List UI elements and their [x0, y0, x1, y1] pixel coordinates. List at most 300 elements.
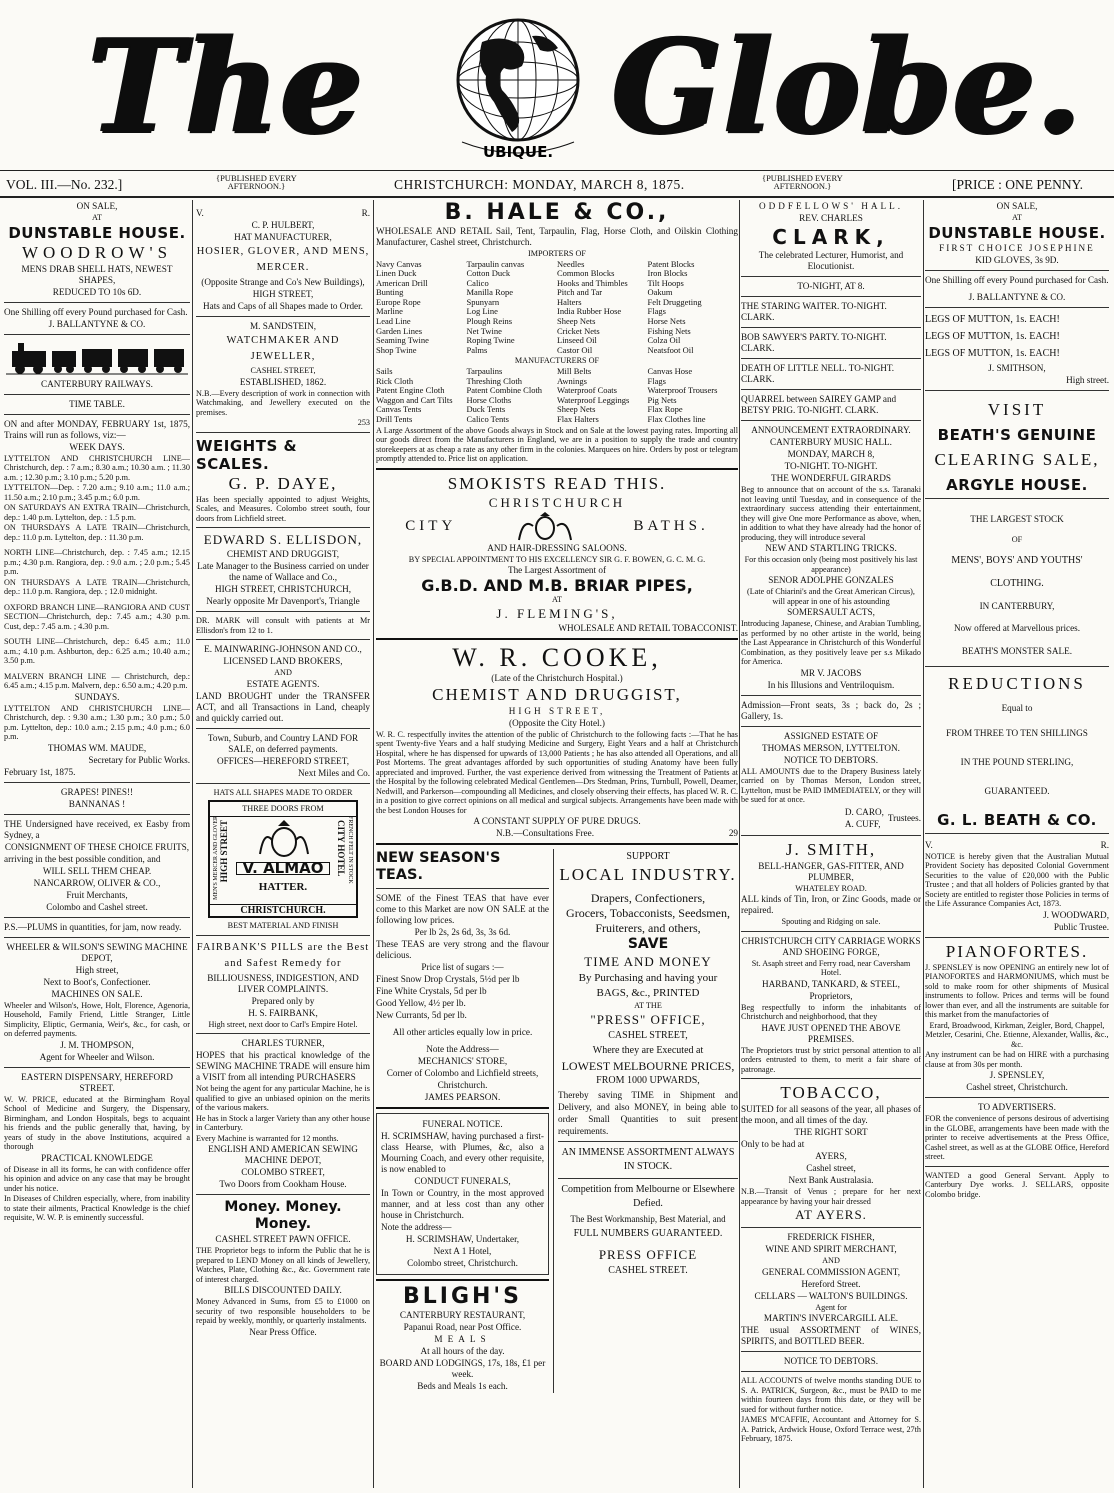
ad-headline: NEW SEASON'S TEAS.: [376, 850, 501, 883]
goods-item: Horse Nets: [647, 316, 686, 327]
divider: [741, 296, 921, 297]
ad-headline: BLIGH'S: [402, 1284, 523, 1309]
ad-signature: J. BALLANTYNE & CO.: [48, 318, 146, 329]
ad-text: LAND BROUGHT under the TRANSFER ACT, and all Transactions in Land, cheaply and quickly carried out.: [196, 690, 370, 723]
ad-text: BAGS, &c., PRINTED: [596, 987, 700, 999]
goods-item: Pitch and Tar: [557, 287, 603, 298]
ad-text: Admission—Front seats, 3s ; back do, 2s ; Gallery, 1s.: [741, 699, 921, 721]
goods-item: Cotton Duck: [466, 268, 511, 279]
divider: [4, 1067, 190, 1068]
goods-item: India Rubber Hose: [557, 306, 622, 317]
divider: [741, 695, 921, 696]
ad-text: HIGH STREET,: [508, 705, 606, 716]
ad-text: BOARD AND LODGINGS, 17s, 18s, £1 per week.: [379, 1358, 546, 1379]
ad-text: ESTABLISHED, 1862.: [239, 376, 327, 387]
ad-headline: WHEELER & WILSON'S SEWING MACHINE DEPOT,: [6, 941, 188, 963]
divider: [4, 937, 190, 938]
goods-item: Waterproof Trousers: [647, 385, 718, 396]
ad-text: CANTERBURY MUSIC HALL.: [770, 437, 892, 447]
ad-text: Agent for Wheeler and Wilson.: [39, 1051, 155, 1062]
goods-item: Threshing Cloth: [466, 375, 522, 386]
ad-text: FOR the convenience of persons desirous of advertising in the GLOBE, arrangements have been made with the printer to receive advertisements at the Press Office, Cashel street, as well as at the GLOBE Office, Hereford street.: [925, 1114, 1109, 1161]
ad-text: Price list of sugars :—: [421, 962, 504, 972]
goods-column: [648, 260, 739, 356]
goods-item: Garden Lines: [376, 325, 423, 336]
goods-item: Manilla Rope: [466, 287, 514, 298]
ad-text: St. Asaph street and Ferry road, near Caversham Hotel.: [751, 958, 911, 977]
goods-item: Waggon and Cart Tilts: [376, 394, 453, 405]
divider: [925, 1097, 1109, 1098]
ad-text: Fruiterers, and others,: [595, 921, 701, 935]
ad-text: Fruit Merchants,: [66, 889, 128, 900]
ad-text: Public Trustee.: [1053, 921, 1109, 932]
ad-text: J. SPENSLEY is now OPENING an entirely new lot of PIANOFORTES and HARMONIUMS, which must be sold to make room for other shipments of Musical instruments to follow. Prices and terms will be found lower than ever, and all the instruments are suitable for this market from the manufactories of: [925, 962, 1109, 1019]
ad-signature: A. CUFF,: [844, 818, 881, 829]
ad-number: 253: [357, 418, 370, 427]
divider: [376, 888, 549, 889]
divider: [196, 728, 370, 729]
goods-item: Needles: [557, 258, 585, 269]
goods-item: Sheep Nets: [557, 316, 596, 327]
goods-column: [557, 367, 648, 425]
ad-text: February 1st, 1875.: [4, 766, 76, 777]
ad-text: COLOMBO STREET,: [241, 1167, 325, 1177]
ad-text: HAT MANUFACTURER,: [234, 232, 332, 242]
ad-text: Next A 1 Hotel,: [433, 1246, 492, 1256]
issue-date: CHRISTCHURCH: MONDAY, MARCH 8, 1875.: [394, 177, 685, 192]
goods-column: [557, 260, 648, 356]
ad-signature: M. SANDSTEIN,: [249, 321, 317, 331]
ad-text: One Shilling off every Pound purchased for Cash.: [4, 306, 188, 317]
goods-item: Fishing Nets: [647, 325, 691, 336]
goods-item: Waterproof Coats: [557, 385, 617, 396]
ad-text: CONDUCT FUNERALS,: [414, 1176, 511, 1186]
ad-text: Christchurch.: [437, 1080, 488, 1090]
divider: [925, 937, 1109, 938]
divider: [925, 307, 1109, 308]
ad-text: One Shilling off every Pound purchased for Cash.: [925, 274, 1109, 285]
divider: [741, 1351, 921, 1352]
goods-item: Bunting: [376, 287, 404, 298]
goods-item: Cricket Nets: [557, 325, 600, 336]
ad-text: CELLARS — WALTON'S BUILDINGS.: [754, 1290, 908, 1301]
ad-text: NOTICE is hereby given that the Australian Mutual Provident Society has deposited Colonial Government Securities to the value of £20,000 with the Public Trustee ; and that all holders of Policies granted by that Society are entitled to register those Policies in terms of the Life Assurance Companies Act, 1873.: [925, 851, 1109, 908]
timetable-entry: NORTH LINE—Christchurch, dep. : 7.45 a.m.; 12.15 p.m.; 4.30 p.m. Rangiora, dep. : 9.0 a.m. ; 2.0 p.m.; 5.45 p.m.: [4, 548, 190, 576]
ad-text: BY SPECIAL APPOINTMENT TO HIS EXCELLENCY SIR G. F. BOWEN, G. C. M. G.: [408, 554, 706, 564]
ad-headline: J. FLEMING'S,: [496, 605, 618, 621]
ad-text: THE LARGEST STOCK: [970, 513, 1064, 524]
goods-item: Canvas Hose: [647, 365, 693, 376]
ad-text: BELL-HANGER, GAS-FITTER, AND PLUMBER,: [758, 860, 904, 882]
ad-text: SUITED for all seasons of the year, all phases of the moon, and all times of the day.: [741, 1104, 921, 1125]
ad-text: CASHEL STREET,: [250, 366, 316, 375]
ad-text: HOPES that his practical knowledge of the SEWING MACHINE TRADE will ensure him a VISIT from all intending PURCHASERS: [196, 1050, 370, 1082]
ad-headline: CHEMIST AND DRUGGIST,: [432, 684, 682, 704]
goods-item: Flax Clothes line: [647, 413, 706, 424]
ad-text: AND: [822, 1256, 840, 1265]
ad-text: Hats and Caps of all Shapes made to Order.: [203, 301, 363, 311]
ad-text: CASHEL STREET.: [608, 1264, 688, 1276]
ad-text: REV. CHARLES: [799, 213, 863, 223]
divider: [196, 639, 370, 640]
ad-text: WANTED a good General Servant. Apply to Canterbury Dye works. J. SELLARS, opposite Colombo bridge.: [925, 1170, 1109, 1199]
ad-text: NOTICE TO DEBTORS.: [783, 754, 879, 765]
ad-text: WHOLESALE AND RETAIL Sail, Tent, Tarpaulin, Flag, Horse Cloth, and Oilskin Clothing Manufacturer, Cashel street, Christchurch.: [376, 226, 738, 247]
ad-signature: AYERS,: [815, 1151, 847, 1161]
divider: [925, 390, 1109, 391]
ad-text: Colombo street, Christchurch.: [407, 1258, 518, 1268]
ad-text: Next Bank Australasia.: [788, 1175, 874, 1185]
goods-item: Roping Twine: [466, 335, 515, 346]
ad-text: LOWEST MELBOURNE PRICES,: [561, 1058, 735, 1073]
ad-text: Secretary for Public Works.: [88, 754, 190, 765]
divider: [196, 527, 370, 528]
ad-text: The Largest Assortment of: [507, 565, 607, 575]
ad-text: TIME TABLE.: [69, 398, 125, 409]
timetable-entry: LYTTELTON AND CHRISTCHURCH LINE—Christchurch, dep. : 7 a.m.; 8.30 a.m.; 10.30 a.m. ; 11.30 a.m. ; 12.30 p.m.; 3.10 p.m.; 5.20 p.m.: [4, 453, 190, 482]
ad-text: CASHEL STREET,: [608, 1029, 688, 1041]
ad-text: THE Proprietor begs to inform the Public that he is prepared to LEND Money on all kinds of Jewellery, Watches, Plate, Clothing &c., &c. Government rate of interest charged.: [196, 1246, 370, 1284]
ad-text: HIGH STREET,: [252, 289, 314, 299]
ad-text: FIRST CHOICE JOSEPHINE: [939, 242, 1095, 253]
ad-text: Next to Boot's, Confectioner.: [43, 976, 151, 987]
goods-item: Lead Line: [376, 316, 411, 327]
ad-text: FROM THREE TO TEN SHILLINGS: [946, 727, 1088, 738]
ad-text: CASHEL STREET PAWN OFFICE.: [215, 1234, 351, 1244]
ad-text: MENS', BOYS' AND YOUTHS': [951, 554, 1083, 566]
divider: [741, 1227, 921, 1228]
divider: [196, 432, 370, 433]
ad-text: Note the Address—: [426, 1044, 499, 1054]
ad-text: Erard, Broadwood, Kirkman, Zeigler, Bord, Chappel, Metzler, Cesarini, Che. Etienne, Alexander, Wallis, &c., &c.: [925, 1020, 1109, 1049]
ad-text: NEW AND STARTLING TRICKS.: [765, 543, 897, 553]
ad-text: HIGH STREET: [219, 820, 229, 883]
ad-headline: HOSIER, GLOVER, AND MENS, MERCER.: [196, 246, 370, 273]
ad-headline: EASTERN DISPENSARY, HEREFORD STREET.: [21, 1071, 173, 1093]
ad-text: Two Doors from Cookham House.: [219, 1179, 347, 1189]
ad-text: WILL SELL THEM CHEAP.: [42, 865, 152, 876]
goods-item: Navy Canvas: [376, 258, 422, 269]
column-4: [741, 200, 921, 1490]
divider: [4, 334, 190, 335]
ad-text: Cashel street,: [806, 1163, 856, 1173]
goods-item: Horse Cloths: [466, 394, 512, 405]
ad-text: DR. MARK will consult with patients at Mr Ellisdon's from 12 to 1.: [196, 616, 370, 635]
goods-column: [467, 367, 558, 425]
divider: [4, 394, 190, 395]
goods-item: Patent Engine Cloth: [376, 385, 445, 396]
column-1: [4, 200, 190, 1490]
ad-text: ASSIGNED ESTATE OF: [783, 730, 879, 741]
ad-text: MACHINES ON SALE.: [51, 988, 143, 999]
divider: [4, 917, 190, 918]
divider: [741, 420, 921, 421]
ad-text: PRACTICAL KNOWLEDGE: [41, 1152, 153, 1163]
goods-column: [376, 367, 467, 425]
ad-text: LEGS OF MUTTON, 1s. EACH!: [925, 313, 1060, 325]
ad-text: ENGLISH AND AMERICAN SEWING MACHINE DEPOT,: [208, 1144, 358, 1165]
ad-text: A CONSTANT SUPPLY OF PURE DRUGS.: [473, 816, 641, 826]
ad-headline: PIANOFORTES.: [945, 941, 1089, 961]
ad-text: Every Machine is warranted for 12 months.: [196, 1133, 339, 1143]
ad-text: SUNDAYS.: [74, 691, 120, 702]
divider: [741, 1371, 921, 1372]
ad-text: THREE DOORS FROM: [210, 802, 356, 817]
ad-text: WHOLESALE AND RETAIL TOBACCONIST.: [558, 622, 738, 633]
timetable-entry: OXFORD BRANCH LINE—RANGIORA AND CUST SECTION—Christchurch, dep.: 7.45 a.m.; 4.30 p.m. Cust, dep.: 7.45 a.m. ; 4.30 p.m.: [4, 602, 190, 631]
ad-text: Money Advanced in Sums, from £5 to £1000 on security of two responsible householders to be repaid by weekly, monthly, or quarterly instalments.: [196, 1297, 370, 1325]
goods-list: [376, 260, 738, 356]
ad-text: CITY HOTEL: [336, 820, 346, 877]
ad-signature: H. SCRIMSHAW, Undertaker,: [405, 1234, 520, 1244]
ad-text: BEATH'S MONSTER SALE.: [961, 645, 1073, 656]
publication-note-left: {PUBLISHED EVERY AFTERNOON.}: [216, 173, 297, 191]
ad-text: CHRISTCHURCH.: [210, 904, 356, 916]
ad-headline: CLARK,: [772, 225, 890, 249]
goods-item: Flax Rope: [647, 404, 683, 415]
ad-headline: TO ADVERTISERS.: [978, 1102, 1056, 1112]
ad-text: HAVE JUST OPENED THE ABOVE PREMISES.: [761, 1022, 901, 1044]
divider: [741, 276, 921, 277]
goods-item: Castor Oil: [557, 344, 593, 355]
column-rule: [923, 200, 924, 1488]
goods-item: Hooks and Thimbles: [557, 277, 628, 288]
ad-text: Next Miles and Co.: [298, 767, 370, 778]
goods-item: Oakum: [647, 287, 673, 298]
royal-crest-icon: [515, 512, 575, 542]
masthead: [0, 0, 1114, 168]
ad-headline: AT AYERS.: [795, 1207, 867, 1222]
ad-text: Colombo and Cashel street.: [46, 901, 148, 912]
masthead-title-left: The: [88, 12, 364, 162]
ad-text: SUPPORT: [626, 851, 670, 862]
ad-text: AND HAIR-DRESSING SALOONS.: [487, 542, 627, 553]
ad-text: WHATELEY ROAD.: [795, 883, 867, 893]
ad-text: High street,: [75, 964, 119, 975]
ad-text: FROM 1000 UPWARDS,: [596, 1074, 700, 1086]
ad-text: V.: [925, 839, 933, 850]
ad-text: (Late of Chiarini's and the Great American Circus), will appear in one of his astounding: [747, 587, 915, 606]
ad-headline: CITY: [405, 518, 457, 534]
goods-item: Neatsfoot Oil: [647, 344, 694, 355]
goods-item: Sheep Nets: [557, 404, 596, 415]
goods-item: Patent Blocks: [647, 258, 695, 269]
ad-text: N.B.—Transit of Venus ; prepare for her next appearance by having your hair dressed: [741, 1187, 921, 1206]
ad-text: Prepared only by: [251, 995, 315, 1006]
ad-text: A Large Assortment of the above Goods always in Stock and on Sale at the lowest paying rates. Importing all our goods direct from the Manufacturers in England, we are in a position to supply the trade and country storekeepers at as cheap a rate as any other firm in the colonies. Marquees on hire. Orders by post or telegram promptly attended to. Price list on application.: [376, 425, 738, 463]
ad-text: AN IMMENSE ASSORTMENT ALWAYS IN STOCK.: [561, 1146, 735, 1172]
ad-text: V.: [196, 208, 204, 218]
ad-text: MONDAY, MARCH 8,: [787, 449, 875, 459]
goods-column: [376, 260, 467, 356]
divider: [376, 1279, 549, 1281]
goods-item: Canvas Tents: [376, 404, 422, 415]
ad-headline: REDUCTIONS: [948, 673, 1086, 693]
ad-text: MARTIN'S INVERCARGILL ALE.: [763, 1313, 899, 1323]
masthead-title-right: Globe.: [612, 12, 1083, 162]
ad-signature: NANCARROW, OLIVER & CO.,: [33, 877, 161, 888]
goods-item: Marline: [376, 306, 403, 317]
goods-item: Net Twine: [466, 325, 502, 336]
ad-text: In Town or Country, in the most approved manner, and at less cost than any other house in Christchurch.: [381, 1188, 544, 1220]
ad-text: Beg to announce that on account of the s.s. Taranaki not leaving until Tuesday, and in consequence of the extraordinary success attending their entertainment, they will give One more Performance as above, when, in addition to what they have already had the honor of producing, they will introduce several: [741, 485, 921, 542]
goods-item: Tilt Hoops: [647, 277, 684, 288]
ad-signature: C. P. HULBERT,: [251, 220, 315, 230]
ad-signature: D. CARO,: [844, 806, 884, 817]
hatter-ad-frame: [208, 800, 358, 918]
ad-text: ALL kinds of Tin, Iron, or Zinc Goods, made or repaired.: [741, 894, 921, 915]
goods-item: Calico: [466, 277, 489, 288]
ad-text: (Opposite Strange and Co's New Buildings),: [201, 277, 365, 287]
divider: [4, 782, 190, 783]
divider: [558, 1141, 738, 1142]
ad-text: ALL ACCOUNTS of twelve months standing DUE to S. A. PATRICK, Surgeon, &c., must be PAID to me within fourteen days from this date, or they will be sued for without further notice.: [741, 1376, 921, 1414]
column-rule: [192, 200, 193, 1488]
ad-text: OFFICES—HEREFORD STREET,: [216, 755, 350, 766]
ad-text: AT: [1011, 213, 1022, 222]
goods-item: Patent Combine Cloth: [466, 385, 543, 396]
divider: [376, 638, 738, 640]
ad-headline: BEATH'S GENUINE: [937, 425, 1097, 444]
goods-item: Linen Duck: [376, 268, 417, 279]
ad-signature: H. S. FAIRBANK,: [248, 1007, 318, 1018]
goods-item: Sails: [376, 365, 393, 376]
ad-text: SENOR ADOLPHE GONZALES: [768, 575, 894, 585]
publication-note-right: {PUBLISHED EVERY AFTERNOON.}: [762, 173, 843, 191]
ad-text: Near Press Office.: [249, 1326, 317, 1337]
goods-item: Seaming Twine: [376, 335, 429, 346]
ad-text: TO-NIGHT, AT 8.: [797, 281, 865, 291]
ad-number: 29: [728, 828, 738, 838]
column-rule: [373, 200, 374, 1488]
divider: [4, 302, 190, 303]
ad-text: MENS DRAB SHELL HATS, NEWEST SHAPES,: [21, 263, 173, 285]
ad-text: QUARREL between SAIREY GAMP and BETSY PRIG. TO-NIGHT. CLARK.: [741, 394, 897, 415]
goods-item: Flags: [647, 306, 666, 317]
ad-text: HATS ALL SHAPES MADE TO ORDER: [213, 787, 353, 797]
ad-headline: SAVE: [627, 936, 669, 952]
ad-text: Hereford Street.: [801, 1278, 861, 1289]
ad-headline: WOODROW'S: [21, 242, 173, 262]
divider: [376, 843, 738, 845]
ad-headline: BANNANAS !: [68, 798, 126, 809]
ad-signature: J. SPENSLEY,: [989, 1070, 1045, 1080]
ad-text: Spouting and Ridging on sale.: [781, 917, 881, 926]
ad-text: ON and after MONDAY, FEBRUARY 1st, 1875, Trains will run as follows, viz:—: [4, 418, 190, 440]
divider: [196, 1194, 370, 1195]
ad-text: Late Manager to the Business carried on under the name of Wallace and Co.,: [197, 561, 369, 582]
goods-item: Halters: [557, 296, 582, 307]
timetable-entry: LYTTELTON—Dep. : 7.20 a.m.; 9.10 a.m.; 11.0 a.m.; 11.50 a.m.; 2.10 p.m.; 3.45 p.m.; 6.0 p.m.: [4, 483, 190, 502]
ad-text: All other articles equally low in price.: [392, 1027, 533, 1037]
ad-text: SOME of the Finest TEAS that have ever come to this Market are now ON SALE at the following low prices.: [376, 893, 549, 925]
ad-text: THE RIGHT SORT: [794, 1127, 868, 1137]
divider: [741, 358, 921, 359]
ad-text: OF: [1011, 534, 1023, 544]
ad-text: MANUFACTURERS OF: [514, 356, 600, 366]
goods-item: Pig Nets: [647, 394, 677, 405]
ad-headline: TIME AND MONEY: [584, 954, 712, 969]
dateline: [0, 170, 1114, 198]
column-5: [925, 200, 1109, 1490]
ad-text: JAMES M'CAFFIE, Accountant and Attorney for S. A. Patrick, Ardwick House, Oxford Terrace west, 27th February, 1875.: [741, 1415, 921, 1443]
ad-text: In Diseases of Children especially, where, from inability to state their ailments, Practical Knowledge is the chief requisite, W. W. P. is eminently successful.: [4, 1194, 190, 1222]
ad-headline: TOBACCO,: [780, 1083, 882, 1102]
divider: [4, 414, 190, 415]
divider: [741, 1078, 921, 1079]
ad-text: BILLS DISCOUNTED DAILY.: [224, 1285, 342, 1295]
ad-text: Has been specially appointed to adjust Weights, Scales, and Measures. Colombo street south, four doors from Lichfield street.: [196, 494, 370, 523]
ad-headline: FAIRBANK'S PILLS are the Best and Safest Remedy for: [196, 941, 370, 969]
divider: [925, 833, 1109, 834]
divider: [741, 327, 921, 328]
ad-text: AT THE: [634, 1001, 662, 1010]
ad-text: AT: [91, 213, 102, 222]
goods-item: Duck Tents: [466, 404, 506, 415]
ad-text: Where they are Executed at: [592, 1044, 704, 1056]
ad-headline: B. HALE & CO.,: [444, 200, 670, 225]
ad-text: (Late of the Christchurch Hospital.): [491, 672, 623, 683]
divider: [925, 270, 1109, 271]
ad-text: These TEAS are very strong and the flavour delicious.: [376, 939, 549, 960]
divider: [741, 835, 921, 836]
goods-list: [376, 367, 738, 425]
ad-text: P.S.—PLUMS in quantities, for jam, now ready.: [4, 921, 182, 932]
ad-text: High street, next door to Carl's Empire Hotel.: [208, 1019, 358, 1029]
ad-text: MR V. JACOBS: [800, 667, 862, 678]
ad-signature: THOMAS WM. MAUDE,: [47, 742, 147, 753]
ad-text: By Purchasing and having your: [578, 972, 718, 984]
ad-text: LICENSED LAND BROKERS,: [223, 656, 343, 666]
ad-headline: W. R. COOKE,: [452, 642, 662, 672]
ad-headline: GRAPES! PINES!!: [60, 786, 134, 797]
ad-signature: CHARLES TURNER,: [241, 1038, 325, 1048]
ad-text: FULL NUMBERS GUARANTEED.: [573, 1227, 723, 1239]
ad-text: ON SALE,: [76, 201, 118, 211]
goods-item: Flax Halters: [557, 413, 599, 424]
ad-text: KID GLOVES, 3s 9D.: [975, 254, 1059, 265]
column-3: [376, 200, 738, 1490]
train-illustration: [4, 339, 190, 375]
ad-text: Competition from Melbourne or Elsewhere Defied.: [561, 1183, 735, 1209]
divider: [925, 666, 1109, 667]
ad-text: IN THE POUND STERLING,: [960, 756, 1074, 767]
ad-headline: "PRESS" OFFICE,: [590, 1011, 706, 1027]
ad-text: CONSIGNMENT OF THESE CHOICE FRUITS,: [4, 841, 190, 852]
ad-text: of Disease in all its forms, he can with confidence offer his opinion and advice on any case that may be brought under his notice.: [4, 1164, 190, 1193]
divider: [196, 935, 370, 936]
ad-text: Cashel street, Christchurch.: [966, 1082, 1068, 1092]
goods-column: [648, 367, 739, 425]
ad-text: THE STARING WAITER. TO-NIGHT. CLARK.: [741, 301, 887, 322]
ad-text: At all hours of the day.: [420, 1346, 505, 1356]
ad-text: Drapers, Confectioners,: [590, 891, 706, 905]
ad-text: NOTICE TO DEBTORS.: [783, 1356, 879, 1366]
ad-text: CANTERBURY RESTAURANT,: [399, 1310, 526, 1320]
ad-text: Good Yellow, 4½ per lb.: [376, 998, 466, 1008]
ad-text: LEGS OF MUTTON, 1s. EACH!: [925, 347, 1060, 359]
ad-text: H. SCRIMSHAW, having purchased a first-class Hearse, with Plumes, &c, also a Mourning Coach, and every other requisite, is now enabled to: [381, 1131, 544, 1174]
ad-text: W. R. C. respectfully invites the attention of the public of Christchurch to the following facts :—That he has spent Twenty-five Years and a half studying Medicine and Surgery, Eight Years and a half at Christchurch Hospital, where he has dispensed for upwards of 13,000 Patients ; he has also attended all Operations, and all Post Mortems. The great advantages afforded by such opportunities of studing Anatomy have been fully appreciated and improved. Further, the vast experience derived from witnessing the Treatment of Patients at the Hospital by the following celebrated Medical Gentlemen—Drs Stedman, Prins, Turnbull, Powell, Deamer, Nedwill, and Parkerson—compounding all Medicines, and closely observing their effects, has placed W. R. C. in a position to give correct opinions on all medical and surgical subjects. Arrangements have been made with the best London Houses for: [376, 729, 738, 815]
ad-headline: CHRISTCHURCH CITY CARRIAGE WORKS AND SHOEING FORGE,: [741, 935, 921, 957]
ad-signature: FREDERICK FISHER,: [787, 1232, 875, 1242]
ad-headline: VISIT: [987, 399, 1047, 419]
ad-text: The Proprietors trust by strict personal attention to all orders entrusted to them, to merit a fair share of patronage.: [741, 1045, 921, 1074]
ad-text: Fine White Crystals, 5d per lb: [376, 986, 487, 996]
ad-text: Equal to: [1001, 702, 1033, 713]
ad-text: CLOTHING.: [990, 577, 1044, 589]
ad-headline: LOCAL INDUSTRY.: [559, 865, 737, 884]
